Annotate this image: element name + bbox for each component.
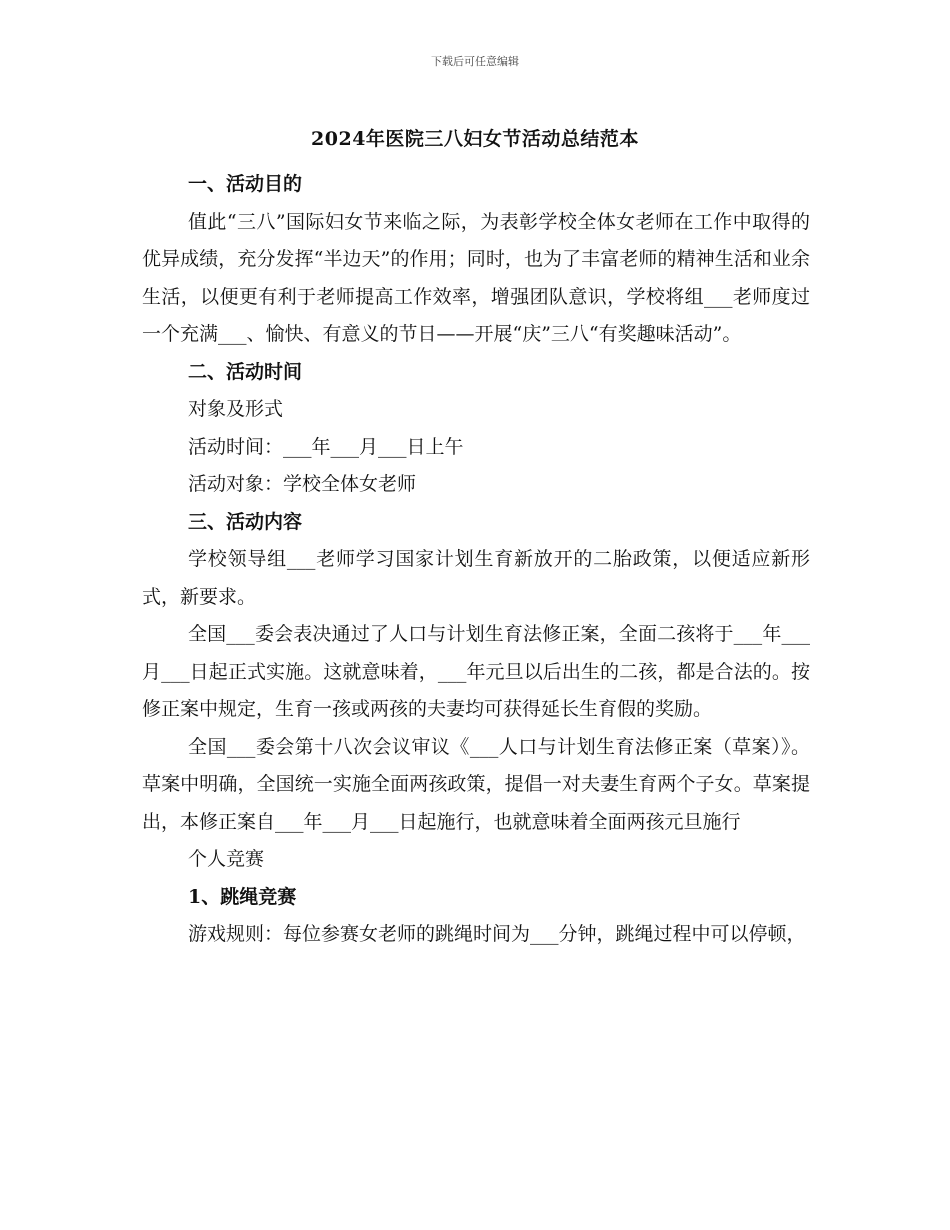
line-activity-target: 活动对象：学校全体女老师 (188, 473, 417, 495)
paragraph-game-rules: 游戏规则：每位参赛女老师的跳绳时间为___分钟，跳绳过程中可以停顿， (188, 923, 806, 945)
paragraph-purpose: 值此“三八”国际妇女节来临之际，为表彰学校全体女老师在工作中取得的优异成绩，充分发挥“半边天”的作用；同时，也为了丰富老师的精神生活和业余生活，以便更有利于老师提高工作效率，增强团队意识，学校将组___老师度过一个充满___、愉快、有意义的节日——开展“庆”三八“有奖趣味活动”。 (142, 210, 810, 345)
paragraph-content-3: 全国___委会第十八次会议审议《___人口与计划生育法修正案（草案）》。草案中明确，全国统一实施全面两孩政策，提倡一对夫妻生育两个子女。草案提出，本修正案自___年___月___日起施行，也就意味着全面两孩元旦施行 (142, 735, 810, 833)
document-title: 2024年医院三八妇女节活动总结范本 (311, 128, 639, 150)
page-header-note: 下载后可任意编辑 (431, 55, 519, 68)
line-target-form: 对象及形式 (188, 398, 284, 420)
paragraph-content-1: 学校领导组___老师学习国家计划生育新放开的二胎政策，以便适应新形式，新要求。 (142, 548, 810, 608)
section-heading-content: 三、活动内容 (188, 510, 303, 533)
section-heading-time: 二、活动时间 (188, 360, 303, 383)
section-heading-rope-skipping: 1、跳绳竞赛 (188, 885, 297, 908)
paragraph-content-2: 全国___委会表决通过了人口与计划生育法修正案，全面二孩将于___年___月___日起正式实施。这就意味着，___年元旦以后出生的二孩，都是合法的。按修正案中规定，生育一孩或两孩的夫妻均可获得延长生育假的奖励。 (142, 623, 810, 720)
line-individual-competition: 个人竞赛 (188, 848, 265, 870)
line-activity-time: 活动时间：___年___月___日上午 (188, 435, 464, 458)
section-heading-purpose: 一、活动目的 (188, 173, 303, 195)
document-body (142, 166, 810, 954)
